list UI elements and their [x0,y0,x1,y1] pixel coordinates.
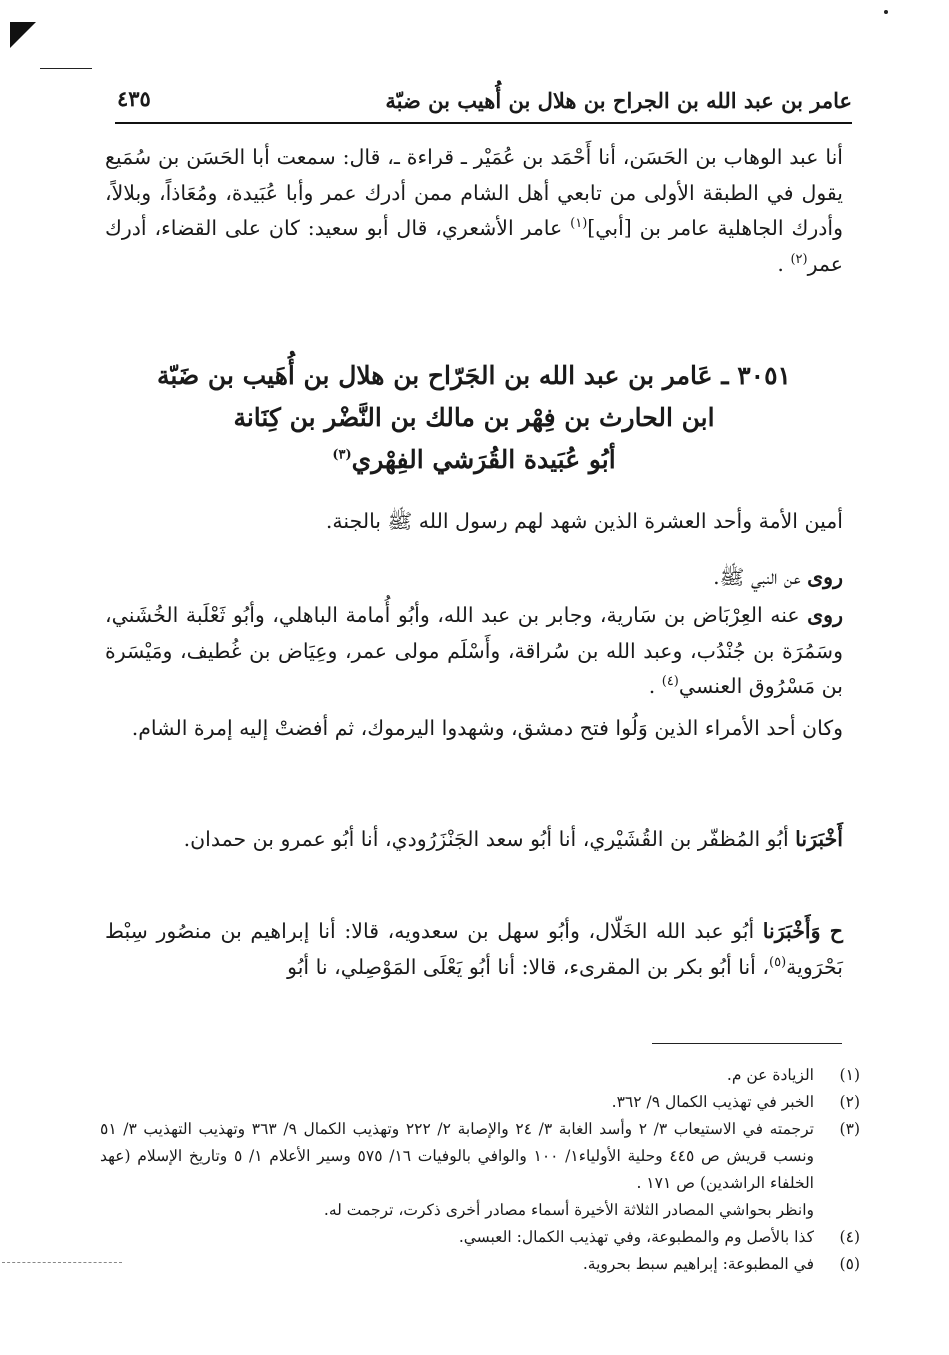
paragraph-chain-2 [105,914,843,985]
paragraph-text: عن النبي ﷺ. [713,565,808,589]
footnote-ref-1: (١) [570,216,588,232]
footnote-separator [652,1043,842,1044]
scan-corner-mark [10,22,36,48]
lead-word: روى [807,603,843,627]
scan-corner-rule [40,68,92,69]
running-title: عامر بن عبد الله بن الجراح بن هلال بن أُهيب بن ضبّة [385,88,852,113]
paragraph-text: عنه العِرْبَاض بن سَارية، وجابر بن عبد الله، وأبُو أُمامة الباهلي، وأبُو ثَعْلَبة الخُشَني، وسَمُرَة بن جُنْدُب، وعبد الله بن سُراقة، وأَسْلَم مولى عمر، وعِيَاض بن غُطيف، ومَيْسَرة بن مَسْرُوق العنسي [105,603,843,698]
footnote-ref-3: (٣) [332,447,352,463]
footnote-2 [100,1089,860,1116]
footnote-number: (٤) [839,1228,860,1246]
entry-kunya: أبُو عُبَيدة القُرَشي الفِهْري [351,445,616,474]
footnote-ref-4: (٤) [661,674,679,690]
paragraph-history: وكان أحد الأمراء الذين وَلُوا فتح دمشق، وشهدوا اليرموك، ثم أفضتْ إليه إمرة الشام. [131,716,843,740]
footnote-number: (٢) [839,1093,860,1111]
paragraph-chain-1 [105,822,843,858]
paragraph-text: . [648,674,662,698]
entry-heading [105,355,843,481]
page-header [115,82,852,124]
lead-word: ح وَأَخْبَرَنا [762,919,843,943]
paragraph-isnad [105,140,843,282]
paragraph-description: أمين الأمة وأحد العشرة الذين شهد لهم رسول الله ﷺ بالجنة. [325,509,843,533]
paragraph-narrated-from [105,560,843,596]
footnote-1 [100,1062,860,1089]
paragraph-text: ، أنا أبُو بكر بن المقرىء، قالا: أنا أبُو يَعْلَى المَوْصِلي، نا أبُو [287,954,769,979]
footnote-number: (٥) [839,1255,860,1273]
scan-dot [884,10,888,14]
lead-word: أَخْبَرَنا [795,827,843,851]
paragraph-text: عامر الأشعري، قال أبو سعيد: كان على القضاء، أدرك عمر [105,216,843,276]
footnote-text-extra: وانظر بحواشي المصادر الثلاثة الأخيرة أسماء مصادر أخرى ذكرت، ترجمت له. [323,1201,814,1219]
footnote-ref-5: (٥) [769,954,787,970]
footnotes [100,1062,860,1278]
footnote-text: في المطبوعة: إبراهيم سبط بحروية. [582,1255,814,1273]
footnote-number: (١) [839,1066,860,1084]
footnote-ref-2: (٢) [790,251,808,267]
lead-word: روى [807,565,843,589]
footnote-3 [100,1116,860,1224]
paragraph-narrators [105,598,843,705]
footnote-text: ترجمته في الاستيعاب ٣/ ٢ وأسد الغابة ٣/ ٢٤ والإصابة ٢/ ٢٢٢ وتهذيب الكمال ٩/ ٣٦٣ وتهذيب التهذيب ٣/ ٥١ ونسب قريش ص ٤٤٥ وحلية الأولياء١/ ١٠٠ والوافي بالوفيات ١٦/ ٥٧٥ وسير الأعلام ١/ ٥ وتاريخ الإسلام (عهد الخلفاء الراشدين) ص ١٧١ . [100,1120,815,1192]
entry-heading-line-3 [105,439,843,481]
scan-artifact-line [2,1262,122,1263]
footnote-number: (٣) [839,1120,860,1138]
footnote-text: الزيادة عن م. [726,1066,814,1084]
footnote-text: الخبر في تهذيب الكمال ٩/ ٣٦٢. [611,1093,814,1111]
paragraph-text: أبُو عبد الله الخَلّال، وأبُو سهل بن سعدويه، قالا: أنا إبراهيم بن منصُور سِبْط بَحْرَوية [105,919,843,979]
footnote-text: كذا بالأصل وم والمطبوعة، وفي تهذيب الكمال: العبسي. [458,1228,814,1246]
paragraph-text: أبُو المُظفّر بن القُشَيْري، أنا أبُو سعد الجَنْزَرُودي، أنا أبُو عمرو بن حمدان. [183,827,796,851]
footnote-4 [100,1224,860,1251]
paragraph-text: أنا عبد الوهاب بن الحَسَن، أنا أَحْمَد بن عُمَيْر ـ قراءة ـ، قال: سمعت أبا الحَسَن بن سُمَيع يقول في الطبقة الأولى من تابعي أهل الشام ممن أدرك عمر وأبا عُبَيدة، ومُعَاذاً، وبلالاً، وأدرك الجاهلية عامر بن [أبي] [105,145,843,240]
paragraph-text: . [777,251,791,276]
page-number: ٤٣٥ [117,86,151,111]
entry-heading-line-2: ابن الحارث بن فِهْر بن مالك بن النَّضْر بن كِنَانة [233,403,715,432]
footnote-5 [100,1251,860,1278]
entry-heading-line-1: ٣٠٥١ ـ عَامر بن عبد الله بن الجَرّاح بن هلال بن أُهَيب بن ضَبّة [157,361,791,390]
